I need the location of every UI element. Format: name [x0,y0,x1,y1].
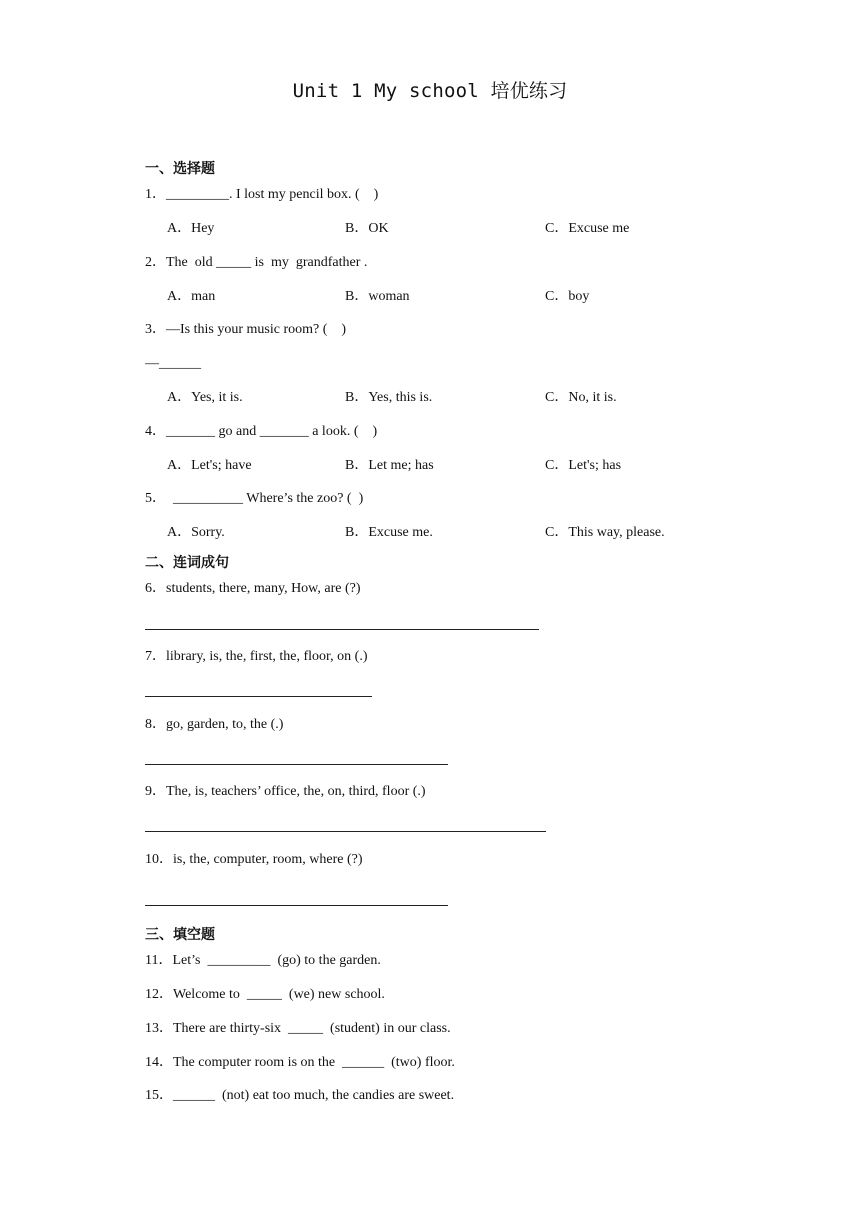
q5-option-a: A．Sorry. [167,525,225,540]
question-3: 3．—Is this your music room? ( ) [145,322,347,337]
q1-option-b: B．OK [345,221,389,236]
question-11: 11．Let’s _________ (go) to the garden. [145,953,381,968]
answer-line [145,764,448,765]
question-4: 4．_______ go and _______ a look. ( ) [145,424,378,439]
question-7: 7．library, is, the, first, the, floor, on (.) [145,649,368,664]
q4-option-a: A．Let's; have [167,458,252,473]
question-5: 5． __________ Where’s the zoo? ( ) [145,491,364,506]
page-title: Unit 1 My school 培优练习 [292,80,568,102]
question-3-answer-line: —______ [145,356,201,371]
question-8: 8．go, garden, to, the (.) [145,717,284,732]
question-13: 13．There are thirty-six _____ (student) in our class. [145,1021,451,1036]
q5-option-c: C．This way, please. [545,525,665,540]
question-9: 9．The, is, teachers’ office, the, on, third, floor (.) [145,784,426,799]
question-1: 1．_________. I lost my pencil box. ( ) [145,187,379,202]
q2-option-c: C．boy [545,289,590,304]
section-heading-choice: 一、选择题 [145,161,215,177]
q3-option-a: A．Yes, it is. [167,390,243,405]
q2-option-a: A．man [167,289,216,304]
q1-option-c: C．Excuse me [545,221,630,236]
answer-line [145,831,546,832]
answer-line [145,905,448,906]
question-15: 15．______ (not) eat too much, the candies are sweet. [145,1088,455,1103]
answer-line [145,629,539,630]
q2-option-b: B．woman [345,289,410,304]
section-heading-sentence-building: 二、连词成句 [145,555,229,571]
question-2: 2．The old _____ is my grandfather . [145,255,368,270]
q5-option-b: B．Excuse me. [345,525,433,540]
answer-line [145,696,372,697]
q4-option-b: B．Let me; has [345,458,434,473]
question-14: 14．The computer room is on the ______ (two) floor. [145,1055,455,1070]
q3-option-b: B．Yes, this is. [345,390,433,405]
section-heading-fill-blank: 三、填空题 [145,927,215,943]
question-6: 6．students, there, many, How, are (?) [145,581,361,596]
q4-option-c: C．Let's; has [545,458,622,473]
q1-option-a: A．Hey [167,221,215,236]
question-10: 10．is, the, computer, room, where (?) [145,852,363,867]
q3-option-c: C．No, it is. [545,390,617,405]
question-12: 12．Welcome to _____ (we) new school. [145,987,385,1002]
